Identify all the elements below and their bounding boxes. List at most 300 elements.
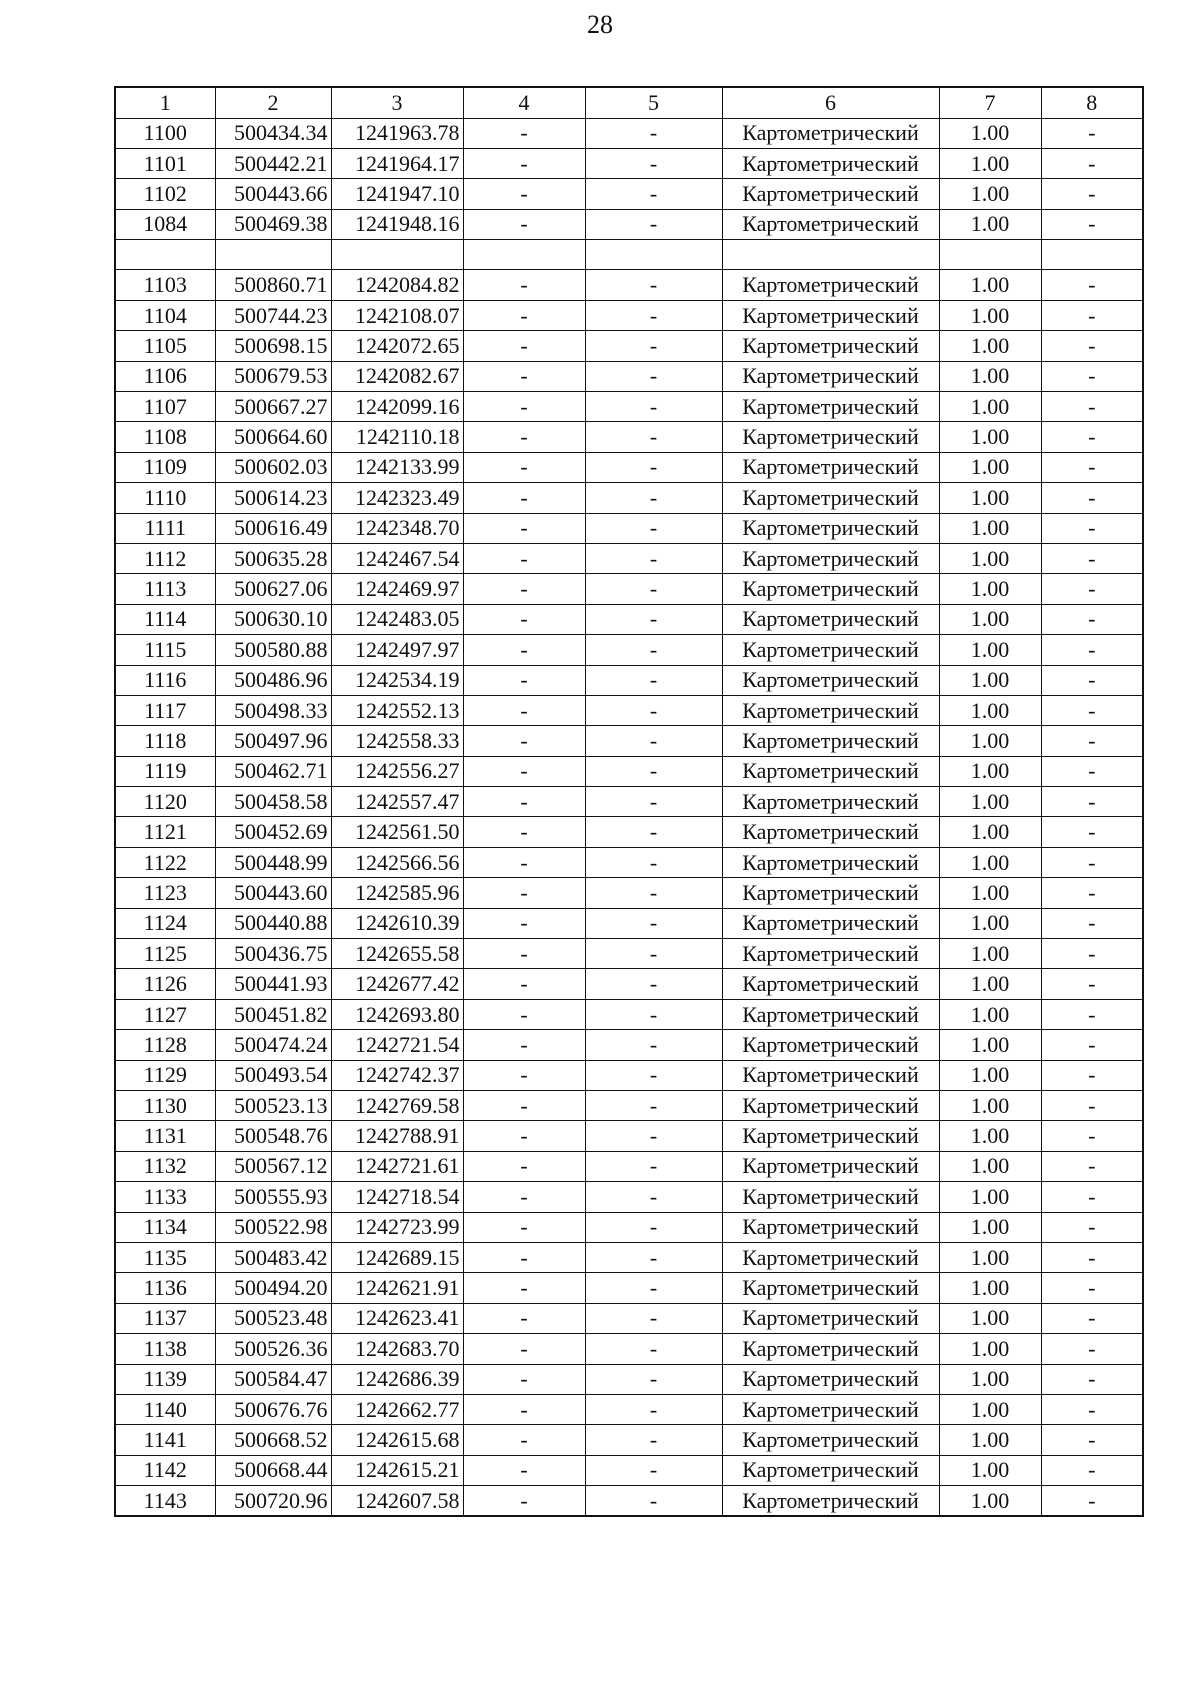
table-row	[115, 665, 1143, 695]
cell-accuracy: 1.00	[939, 1486, 1041, 1516]
cell-coord-y: 1242621.91	[331, 1273, 463, 1303]
cell-col4-value: -	[463, 817, 585, 847]
cell-col5-value: -	[585, 695, 722, 725]
cell-col5-value: -	[585, 1030, 722, 1060]
cell-method: Картометрический	[722, 756, 939, 786]
cell-col4-value: -	[463, 1242, 585, 1272]
table-row	[115, 392, 1143, 422]
cell-col5-value: -	[585, 939, 722, 969]
cell-col5-value: -	[585, 726, 722, 756]
cell-point-number: 1125	[115, 939, 215, 969]
cell-col8-value: -	[1041, 1091, 1143, 1121]
cell-col5-value: -	[585, 148, 722, 178]
cell-accuracy: 1.00	[939, 209, 1041, 239]
cell-coord-x: 500443.66	[215, 179, 331, 209]
cell-accuracy: 1.00	[939, 270, 1041, 300]
cell-coord-x: 500698.15	[215, 331, 331, 361]
cell-point-number: 1101	[115, 148, 215, 178]
cell-coord-y: 1242677.42	[331, 969, 463, 999]
cell-col5-value: -	[585, 1486, 722, 1516]
cell-col5-value: -	[585, 331, 722, 361]
cell-method: Картометрический	[722, 939, 939, 969]
cell-method: Картометрический	[722, 574, 939, 604]
table-row	[115, 878, 1143, 908]
cell-col5-value	[585, 240, 722, 270]
cell-col8-value: -	[1041, 483, 1143, 513]
cell-point-number: 1102	[115, 179, 215, 209]
cell-coord-x: 500469.38	[215, 209, 331, 239]
cell-method: Картометрический	[722, 1303, 939, 1333]
cell-point-number: 1137	[115, 1303, 215, 1333]
cell-method: Картометрический	[722, 179, 939, 209]
cell-accuracy: 1.00	[939, 1030, 1041, 1060]
cell-col8-value: -	[1041, 817, 1143, 847]
cell-point-number: 1133	[115, 1182, 215, 1212]
cell-method: Картометрический	[722, 726, 939, 756]
cell-col4-value: -	[463, 847, 585, 877]
cell-col5-value: -	[585, 1455, 722, 1485]
cell-col4-value: -	[463, 1334, 585, 1364]
cell-coord-x: 500523.13	[215, 1091, 331, 1121]
cell-method: Картометрический	[722, 1273, 939, 1303]
cell-method: Картометрический	[722, 847, 939, 877]
cell-col5-value: -	[585, 1364, 722, 1394]
cell-col8-value: -	[1041, 1394, 1143, 1424]
cell-col8-value: -	[1041, 1273, 1143, 1303]
cell-accuracy: 1.00	[939, 1242, 1041, 1272]
cell-coord-x: 500440.88	[215, 908, 331, 938]
cell-col5-value: -	[585, 1121, 722, 1151]
cell-col8-value: -	[1041, 726, 1143, 756]
cell-method: Картометрический	[722, 543, 939, 573]
cell-col8-value: -	[1041, 270, 1143, 300]
table-row	[115, 695, 1143, 725]
cell-col4-value: -	[463, 392, 585, 422]
cell-coord-x: 500436.75	[215, 939, 331, 969]
cell-coord-y: 1242686.39	[331, 1364, 463, 1394]
cell-col4-value: -	[463, 1151, 585, 1181]
cell-col8-value: -	[1041, 604, 1143, 634]
cell-col4-value: -	[463, 756, 585, 786]
cell-col4-value: -	[463, 148, 585, 178]
cell-coord-y: 1242615.21	[331, 1455, 463, 1485]
cell-method: Картометрический	[722, 422, 939, 452]
cell-coord-y: 1242566.56	[331, 847, 463, 877]
cell-coord-x: 500548.76	[215, 1121, 331, 1151]
cell-accuracy: 1.00	[939, 483, 1041, 513]
cell-col5-value: -	[585, 1212, 722, 1242]
cell-col4-value: -	[463, 1060, 585, 1090]
cell-method: Картометрический	[722, 665, 939, 695]
cell-accuracy: 1.00	[939, 1060, 1041, 1090]
cell-accuracy: 1.00	[939, 1303, 1041, 1333]
cell-col4-value: -	[463, 543, 585, 573]
table-row	[115, 847, 1143, 877]
cell-coord-x: 500483.42	[215, 1242, 331, 1272]
column-header-7: 7	[939, 87, 1041, 118]
cell-point-number: 1114	[115, 604, 215, 634]
cell-point-number: 1111	[115, 513, 215, 543]
cell-point-number: 1123	[115, 878, 215, 908]
cell-point-number: 1084	[115, 209, 215, 239]
table-row	[115, 300, 1143, 330]
cell-col8-value: -	[1041, 999, 1143, 1029]
cell-accuracy: 1.00	[939, 939, 1041, 969]
cell-point-number: 1142	[115, 1455, 215, 1485]
cell-coord-x: 500614.23	[215, 483, 331, 513]
cell-col8-value: -	[1041, 422, 1143, 452]
cell-accuracy: 1.00	[939, 969, 1041, 999]
cell-method: Картометрический	[722, 878, 939, 908]
cell-coord-y: 1242623.41	[331, 1303, 463, 1333]
cell-col8-value: -	[1041, 543, 1143, 573]
cell-col5-value: -	[585, 787, 722, 817]
cell-col8-value	[1041, 240, 1143, 270]
cell-coord-x: 500635.28	[215, 543, 331, 573]
cell-coord-x: 500627.06	[215, 574, 331, 604]
table-row	[115, 240, 1143, 270]
cell-col4-value: -	[463, 452, 585, 482]
cell-point-number: 1103	[115, 270, 215, 300]
table-row	[115, 1091, 1143, 1121]
cell-point-number: 1122	[115, 847, 215, 877]
cell-point-number: 1109	[115, 452, 215, 482]
table-row	[115, 969, 1143, 999]
cell-col5-value: -	[585, 1273, 722, 1303]
table-row	[115, 1121, 1143, 1151]
cell-method: Картометрический	[722, 1425, 939, 1455]
cell-coord-y: 1242072.65	[331, 331, 463, 361]
cell-coord-y: 1242108.07	[331, 300, 463, 330]
cell-coord-y: 1242133.99	[331, 452, 463, 482]
cell-coord-x: 500442.21	[215, 148, 331, 178]
cell-col5-value: -	[585, 969, 722, 999]
cell-point-number: 1128	[115, 1030, 215, 1060]
cell-coord-x: 500567.12	[215, 1151, 331, 1181]
cell-accuracy: 1.00	[939, 1273, 1041, 1303]
table-body	[115, 118, 1143, 1516]
cell-col4-value	[463, 240, 585, 270]
cell-col4-value: -	[463, 695, 585, 725]
cell-col4-value: -	[463, 209, 585, 239]
cell-accuracy: 1.00	[939, 392, 1041, 422]
column-header-4: 4	[463, 87, 585, 118]
cell-coord-x: 500860.71	[215, 270, 331, 300]
cell-col5-value: -	[585, 1242, 722, 1272]
table-row	[115, 513, 1143, 543]
cell-method: Картометрический	[722, 392, 939, 422]
table-row	[115, 1364, 1143, 1394]
cell-coord-x: 500555.93	[215, 1182, 331, 1212]
cell-col4-value: -	[463, 1455, 585, 1485]
table-row	[115, 1303, 1143, 1333]
cell-accuracy	[939, 240, 1041, 270]
cell-accuracy: 1.00	[939, 726, 1041, 756]
cell-col4-value: -	[463, 361, 585, 391]
cell-point-number: 1100	[115, 118, 215, 148]
cell-col8-value: -	[1041, 148, 1143, 178]
table-row	[115, 1425, 1143, 1455]
table-row	[115, 604, 1143, 634]
cell-method: Картометрический	[722, 331, 939, 361]
cell-coord-y: 1242497.97	[331, 635, 463, 665]
cell-point-number: 1132	[115, 1151, 215, 1181]
cell-col8-value: -	[1041, 1303, 1143, 1333]
table-row	[115, 543, 1143, 573]
cell-col4-value: -	[463, 513, 585, 543]
cell-point-number: 1121	[115, 817, 215, 847]
cell-col4-value: -	[463, 270, 585, 300]
cell-coord-x: 500493.54	[215, 1060, 331, 1090]
cell-col8-value: -	[1041, 1212, 1143, 1242]
cell-coord-y: 1242610.39	[331, 908, 463, 938]
cell-col4-value: -	[463, 1486, 585, 1516]
cell-accuracy: 1.00	[939, 148, 1041, 178]
cell-col5-value: -	[585, 999, 722, 1029]
cell-method: Картометрический	[722, 787, 939, 817]
cell-accuracy: 1.00	[939, 1121, 1041, 1151]
cell-col8-value: -	[1041, 1060, 1143, 1090]
cell-col5-value: -	[585, 422, 722, 452]
cell-point-number: 1130	[115, 1091, 215, 1121]
cell-coord-x: 500451.82	[215, 999, 331, 1029]
cell-col4-value: -	[463, 939, 585, 969]
cell-point-number: 1134	[115, 1212, 215, 1242]
cell-coord-y: 1242683.70	[331, 1334, 463, 1364]
cell-method: Картометрический	[722, 1121, 939, 1151]
cell-method: Картометрический	[722, 270, 939, 300]
table-row	[115, 1212, 1143, 1242]
cell-point-number: 1138	[115, 1334, 215, 1364]
cell-col4-value: -	[463, 574, 585, 604]
cell-point-number	[115, 240, 215, 270]
cell-method: Картометрический	[722, 817, 939, 847]
cell-coord-x: 500630.10	[215, 604, 331, 634]
cell-method: Картометрический	[722, 1212, 939, 1242]
cell-coord-y: 1242483.05	[331, 604, 463, 634]
table-row	[115, 452, 1143, 482]
cell-col5-value: -	[585, 817, 722, 847]
table-row	[115, 726, 1143, 756]
cell-col5-value: -	[585, 908, 722, 938]
cell-method: Картометрический	[722, 1182, 939, 1212]
table-row	[115, 1242, 1143, 1272]
cell-col4-value: -	[463, 908, 585, 938]
cell-col4-value: -	[463, 726, 585, 756]
table-row	[115, 574, 1143, 604]
cell-coord-y: 1241964.17	[331, 148, 463, 178]
cell-accuracy: 1.00	[939, 635, 1041, 665]
cell-coord-y: 1242615.68	[331, 1425, 463, 1455]
cell-method: Картометрический	[722, 1486, 939, 1516]
cell-coord-y: 1242467.54	[331, 543, 463, 573]
cell-col5-value: -	[585, 1394, 722, 1424]
cell-col4-value: -	[463, 1394, 585, 1424]
cell-col4-value: -	[463, 483, 585, 513]
cell-coord-x: 500526.36	[215, 1334, 331, 1364]
cell-col8-value: -	[1041, 908, 1143, 938]
cell-coord-y: 1242082.67	[331, 361, 463, 391]
cell-method: Картометрический	[722, 1091, 939, 1121]
cell-coord-y: 1242742.37	[331, 1060, 463, 1090]
cell-col8-value: -	[1041, 1486, 1143, 1516]
cell-point-number: 1107	[115, 392, 215, 422]
cell-coord-y: 1242558.33	[331, 726, 463, 756]
cell-point-number: 1140	[115, 1394, 215, 1424]
cell-coord-x: 500679.53	[215, 361, 331, 391]
cell-col5-value: -	[585, 1060, 722, 1090]
cell-col4-value: -	[463, 969, 585, 999]
cell-method: Картометрический	[722, 513, 939, 543]
cell-col8-value: -	[1041, 1425, 1143, 1455]
cell-col5-value: -	[585, 635, 722, 665]
cell-coord-y: 1242552.13	[331, 695, 463, 725]
cell-point-number: 1129	[115, 1060, 215, 1090]
cell-coord-y: 1241947.10	[331, 179, 463, 209]
cell-coord-x: 500744.23	[215, 300, 331, 330]
cell-col4-value: -	[463, 1030, 585, 1060]
cell-coord-y: 1242084.82	[331, 270, 463, 300]
cell-coord-x: 500443.60	[215, 878, 331, 908]
table-row	[115, 361, 1143, 391]
cell-point-number: 1104	[115, 300, 215, 330]
cell-col4-value: -	[463, 635, 585, 665]
cell-point-number: 1135	[115, 1242, 215, 1272]
cell-point-number: 1124	[115, 908, 215, 938]
cell-coord-x: 500486.96	[215, 665, 331, 695]
table-row	[115, 908, 1143, 938]
cell-col5-value: -	[585, 452, 722, 482]
cell-col8-value: -	[1041, 756, 1143, 786]
cell-col5-value: -	[585, 847, 722, 877]
cell-coord-y: 1242721.61	[331, 1151, 463, 1181]
table-row	[115, 1486, 1143, 1516]
cell-coord-y: 1242662.77	[331, 1394, 463, 1424]
cell-accuracy: 1.00	[939, 1212, 1041, 1242]
cell-coord-x: 500720.96	[215, 1486, 331, 1516]
cell-col8-value: -	[1041, 1182, 1143, 1212]
cell-col4-value: -	[463, 1273, 585, 1303]
cell-accuracy: 1.00	[939, 665, 1041, 695]
table-row	[115, 118, 1143, 148]
cell-col4-value: -	[463, 422, 585, 452]
cell-col8-value: -	[1041, 1334, 1143, 1364]
cell-col4-value: -	[463, 1303, 585, 1333]
cell-coord-y: 1242689.15	[331, 1242, 463, 1272]
cell-method: Картометрический	[722, 1242, 939, 1272]
cell-col8-value: -	[1041, 878, 1143, 908]
cell-col5-value: -	[585, 1425, 722, 1455]
cell-col8-value: -	[1041, 1151, 1143, 1181]
cell-method: Картометрический	[722, 209, 939, 239]
cell-col8-value: -	[1041, 452, 1143, 482]
cell-coord-x: 500580.88	[215, 635, 331, 665]
cell-coord-x: 500497.96	[215, 726, 331, 756]
cell-point-number: 1119	[115, 756, 215, 786]
cell-method: Картометрический	[722, 969, 939, 999]
cell-coord-x: 500668.44	[215, 1455, 331, 1485]
cell-point-number: 1120	[115, 787, 215, 817]
table-row	[115, 483, 1143, 513]
cell-accuracy: 1.00	[939, 1182, 1041, 1212]
cell-accuracy: 1.00	[939, 422, 1041, 452]
cell-point-number: 1105	[115, 331, 215, 361]
cell-col5-value: -	[585, 878, 722, 908]
table-row	[115, 1060, 1143, 1090]
cell-col4-value: -	[463, 787, 585, 817]
table-row	[115, 270, 1143, 300]
cell-method: Картометрический	[722, 1455, 939, 1485]
cell-col8-value: -	[1041, 513, 1143, 543]
cell-accuracy: 1.00	[939, 452, 1041, 482]
cell-col5-value: -	[585, 1334, 722, 1364]
cell-coord-y: 1242534.19	[331, 665, 463, 695]
cell-col5-value: -	[585, 756, 722, 786]
cell-accuracy: 1.00	[939, 847, 1041, 877]
cell-col8-value: -	[1041, 939, 1143, 969]
cell-col8-value: -	[1041, 392, 1143, 422]
table-row	[115, 1273, 1143, 1303]
cell-col8-value: -	[1041, 787, 1143, 817]
cell-coord-y: 1242348.70	[331, 513, 463, 543]
table-row	[115, 1394, 1143, 1424]
cell-col5-value: -	[585, 1182, 722, 1212]
cell-accuracy: 1.00	[939, 513, 1041, 543]
cell-method: Картометрический	[722, 1364, 939, 1394]
cell-coord-y: 1242788.91	[331, 1121, 463, 1151]
cell-accuracy: 1.00	[939, 604, 1041, 634]
cell-accuracy: 1.00	[939, 574, 1041, 604]
cell-coord-x: 500452.69	[215, 817, 331, 847]
cell-coord-y: 1242769.58	[331, 1091, 463, 1121]
cell-accuracy: 1.00	[939, 1151, 1041, 1181]
cell-col4-value: -	[463, 1425, 585, 1455]
cell-coord-x: 500441.93	[215, 969, 331, 999]
cell-coord-y: 1242110.18	[331, 422, 463, 452]
column-header-5: 5	[585, 87, 722, 118]
cell-col8-value: -	[1041, 300, 1143, 330]
cell-coord-x: 500667.27	[215, 392, 331, 422]
cell-col5-value: -	[585, 1303, 722, 1333]
cell-method: Картометрический	[722, 1151, 939, 1181]
cell-col8-value: -	[1041, 847, 1143, 877]
table-row	[115, 148, 1143, 178]
column-header-8: 8	[1041, 87, 1143, 118]
cell-coord-x: 500676.76	[215, 1394, 331, 1424]
cell-coord-y: 1242718.54	[331, 1182, 463, 1212]
cell-accuracy: 1.00	[939, 543, 1041, 573]
cell-col8-value: -	[1041, 1455, 1143, 1485]
cell-col8-value: -	[1041, 179, 1143, 209]
table-row	[115, 1030, 1143, 1060]
table-row	[115, 817, 1143, 847]
cell-coord-y: 1242723.99	[331, 1212, 463, 1242]
table-row	[115, 939, 1143, 969]
cell-point-number: 1113	[115, 574, 215, 604]
cell-method: Картометрический	[722, 604, 939, 634]
cell-accuracy: 1.00	[939, 361, 1041, 391]
cell-col4-value: -	[463, 1212, 585, 1242]
cell-method: Картометрический	[722, 695, 939, 725]
cell-coord-x: 500616.49	[215, 513, 331, 543]
cell-col4-value: -	[463, 1364, 585, 1394]
header-row	[115, 87, 1143, 118]
cell-method: Картометрический	[722, 999, 939, 1029]
cell-method: Картометрический	[722, 118, 939, 148]
cell-point-number: 1131	[115, 1121, 215, 1151]
cell-col5-value: -	[585, 574, 722, 604]
cell-col8-value: -	[1041, 331, 1143, 361]
